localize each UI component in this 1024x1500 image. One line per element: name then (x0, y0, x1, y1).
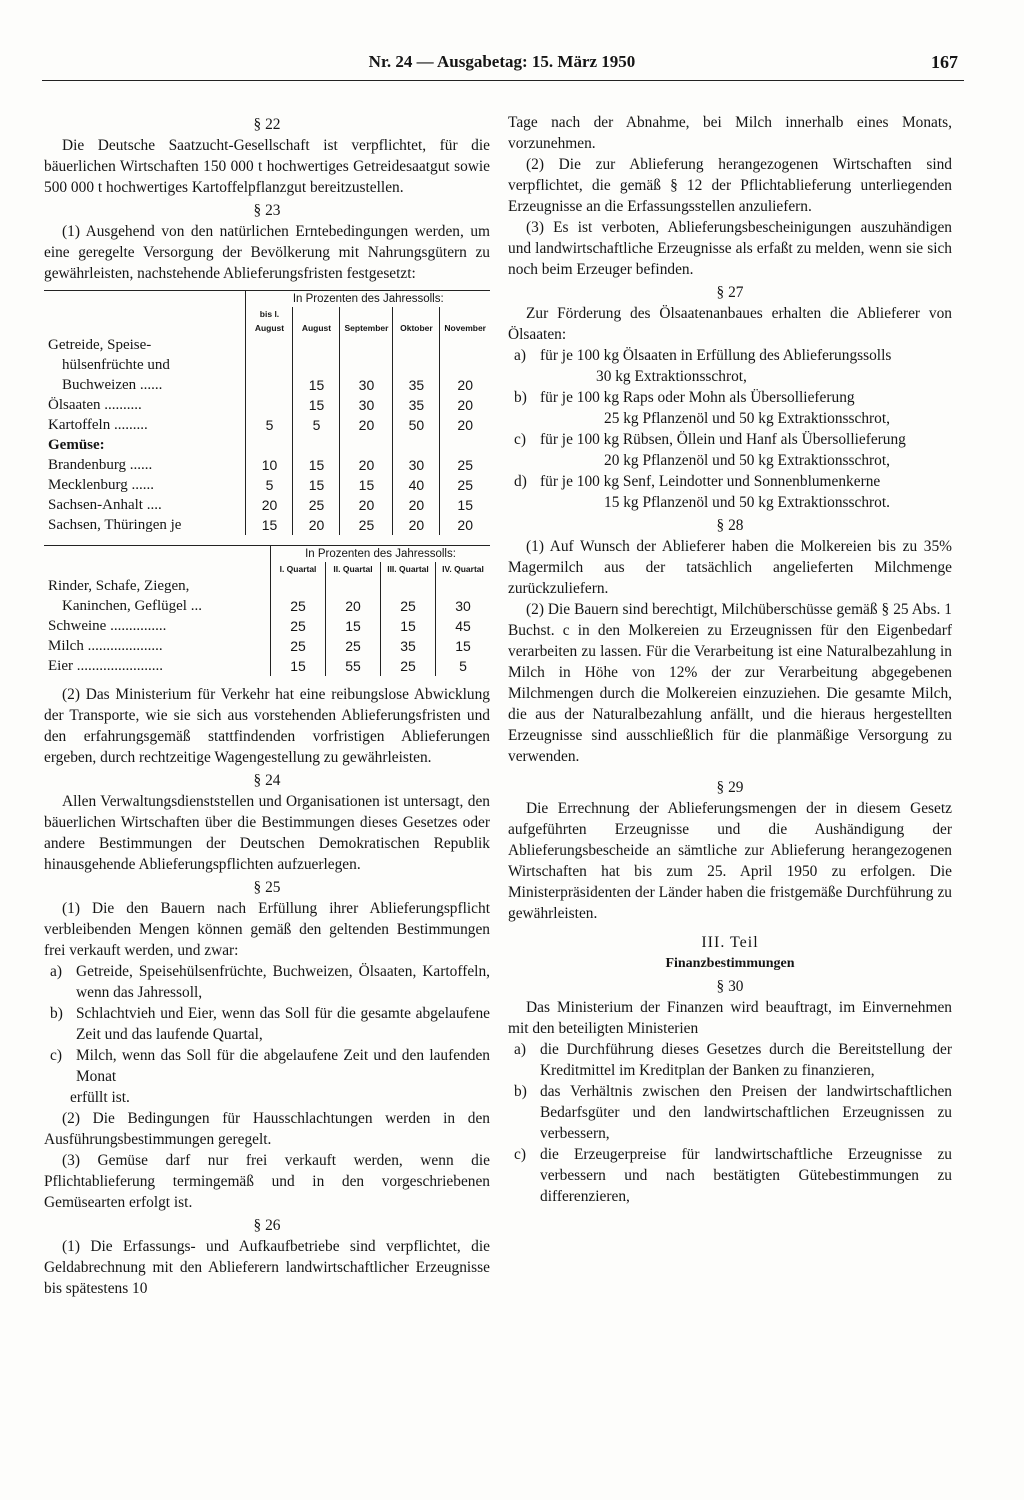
column-header: Oktober (393, 307, 440, 335)
section-heading: § 25 (253, 879, 281, 896)
row-label: Ölsaaten .......... (48, 397, 142, 413)
table-cell: 25 (340, 515, 393, 535)
table-row (44, 495, 490, 515)
table-cell: 25 (381, 596, 436, 616)
row-label: Kartoffeln ......... (48, 417, 148, 433)
table-row (44, 415, 490, 435)
table-cell: 5 (436, 656, 491, 676)
table-row (44, 395, 490, 415)
paragraph: (2) Das Ministerium für Verkehr hat eine reibungslose Abwicklung der Transporte, wie sie sich aus vorstehenden Ablieferungsfristen und den erfahrungsgemäß stattfindenden vorfristigen Ablieferungen ergeben, durch rechtzeitige Wagengestellung zu gewährleisten. (44, 686, 490, 766)
page-number: 167 (931, 52, 958, 72)
table-cell: 40 (393, 475, 440, 495)
table-cell: 20 (340, 455, 393, 475)
row-label: Mecklenburg ...... (48, 477, 154, 493)
paragraph: (2) Die zur Ablieferung herangezogenen Wirtschaften sind verpflichtet, die gemäß § 12 der Pflichtablieferung unterliegenden Erzeugnisse an die Erfassungsstellen anzuliefern. (508, 156, 952, 215)
row-label: Kaninchen, Geflügel ... (62, 598, 202, 614)
table-cell: 55 (326, 656, 381, 676)
table-row (44, 616, 490, 636)
issue-title: Nr. 24 — Ausgabetag: 15. März 1950 (368, 52, 636, 71)
row-group-label: Gemüse: (48, 437, 105, 453)
paragraph: (1) Die den Bauern nach Erfüllung ihrer Ablieferungspflicht verbleibenden Mengen können gemäß den geltenden Bestimmungen frei verkauft werden, und zwar: (44, 900, 490, 959)
list-item-subtext: 30 kg Extraktionsschrot, (596, 368, 747, 385)
table-cell: 25 (440, 475, 490, 495)
paragraph: (1) Die Erfassungs- und Aufkaufbetriebe sind verpflichtet, die Geldabrechnung mit den Ablieferern landwirtschaftlicher Erzeugnisse bis spätestens 10 (44, 1238, 490, 1297)
table-cell (436, 576, 491, 596)
list-item (508, 471, 952, 513)
enumeration-list (508, 1039, 952, 1207)
list-item-label: b) (514, 389, 527, 406)
list-item (508, 429, 952, 471)
list-item-label: b) (50, 1005, 63, 1022)
column-header: IV. Quartal (436, 562, 491, 576)
right-column (508, 112, 952, 1207)
list-item-subtext: 25 kg Pflanzenöl und 50 kg Extraktionsschrot, (604, 410, 890, 427)
table-row (44, 656, 490, 676)
list-item (508, 1144, 952, 1207)
table-cell (246, 435, 293, 455)
table-cell: 15 (293, 455, 340, 475)
table-cell: 25 (381, 656, 436, 676)
column-header: bis l. August (246, 307, 293, 335)
list-item-text: die Erzeugerpreise für landwirtschaftliche Erzeugnisse zu verbessern und nach bestätigten Gütebestimmungen zu differenzieren, (540, 1146, 952, 1205)
section-heading: § 23 (253, 202, 281, 219)
table-cell: 25 (326, 636, 381, 656)
table-cell: 15 (381, 616, 436, 636)
table-cell: 15 (440, 495, 490, 515)
table-row (44, 636, 490, 656)
table-cell: 30 (340, 375, 393, 395)
row-label: Sachsen-Anhalt .... (48, 497, 162, 513)
table-cell: 20 (326, 596, 381, 616)
table-cell: 35 (393, 375, 440, 395)
table-cell: 15 (340, 475, 393, 495)
table-cell (440, 435, 490, 455)
list-item-text: für je 100 kg Ölsaaten in Erfüllung des Ablieferungssolls (540, 347, 892, 364)
row-label: Schweine ............... (48, 618, 167, 634)
table-cell: 20 (340, 415, 393, 435)
table-cell (293, 335, 340, 355)
list-item-text: für je 100 kg Raps oder Mohn als Übersollieferung (540, 389, 855, 406)
table-cell: 20 (440, 395, 490, 415)
list-item-text: Milch, wenn das Soll für die abgelaufene Zeit und den laufenden Monat (76, 1047, 490, 1085)
table-row (44, 355, 490, 375)
paragraph: Allen Verwaltungsdienststellen und Organisationen ist untersagt, den bäuerlichen Wirtschaften über die Bestimmungen dieses Gesetzes oder andere Bestimmungen der Deutschen Demokratischen Republik hinausgehende Ablieferungspflichten aufzuerlegen. (44, 793, 490, 873)
list-item-label: c) (514, 1146, 526, 1163)
table-row (44, 375, 490, 395)
row-label: Brandenburg ...... (48, 457, 153, 473)
table-cell: 20 (440, 375, 490, 395)
row-label: Milch .................... (48, 638, 163, 654)
enumeration-list (44, 961, 490, 1087)
list-item-text: Schlachtvieh und Eier, wenn das Soll für die gesamte abgelaufene Zeit und das laufende Quartal, (76, 1005, 490, 1043)
list-item-text: für je 100 kg Rübsen, Öllein und Hanf als Übersollieferung (540, 431, 906, 448)
table-row (44, 335, 490, 355)
list-item (508, 1081, 952, 1144)
paragraph: Tage nach der Abnahme, bei Milch innerhalb eines Monats, vorzunehmen. (508, 114, 952, 152)
list-item (44, 1045, 490, 1087)
table-cell (340, 435, 393, 455)
list-item-text: Getreide, Speisehülsenfrüchte, Buchweizen, Ölsaaten, Kartoffeln, wenn das Jahressoll, (76, 963, 490, 1001)
table-cell (293, 355, 340, 375)
table-cell (246, 355, 293, 375)
table-cell: 20 (293, 515, 340, 535)
table-cell: 20 (340, 495, 393, 515)
table-cell: 20 (393, 515, 440, 535)
column-header: August (293, 307, 340, 335)
table-cell: 50 (393, 415, 440, 435)
section-heading: § 24 (253, 772, 281, 789)
column-header: September (340, 307, 393, 335)
list-item (44, 961, 490, 1003)
table-cell (340, 335, 393, 355)
table-cell (440, 335, 490, 355)
part-subheading: Finanzbestimmungen (665, 956, 795, 971)
section-heading: § 28 (716, 517, 744, 534)
table-cell (326, 576, 381, 596)
table-cell: 15 (436, 636, 491, 656)
column-header: II. Quartal (326, 562, 381, 576)
table-corner (44, 291, 246, 336)
section-heading: § 30 (716, 978, 744, 995)
paragraph: (1) Auf Wunsch der Ablieferer haben die Molkereien bis zu 35% Magermilch aus der tatsächlich angelieferten Milchmenge zurückzuliefern. (508, 538, 952, 597)
section-heading: § 27 (716, 284, 744, 301)
list-item (508, 345, 952, 387)
paragraph: erfüllt ist. (70, 1089, 130, 1106)
table-cell (246, 395, 293, 415)
paragraph: (1) Ausgehend von den natürlichen Erntebedingungen werden, um eine geregelte Versorgung der Bevölkerung mit Nahrungsgütern zu gewährleisten, nachstehende Ablieferungsfristen festgesetzt: (44, 223, 490, 282)
enumeration-list (508, 345, 952, 513)
table-cell (246, 335, 293, 355)
column-header: November (440, 307, 490, 335)
paragraph: (2) Die Bauern sind berechtigt, Milchüberschüsse gemäß § 25 Abs. 1 Buchst. c in den Molkereien zu Erzeugnissen für den Eigenbedarf verarbeiten zu lassen. Für die Verarbeitung ist eine Naturalbezahlung in Milch in Höhe von 12% der zur Verarbeitung abgegebenen Milchmengen durch die Molkereien einzuziehen. Die gesamte Milch, die aus der Naturalbezahlung anfällt, und die hieraus hergestellten Erzeugnisse sind ausschließlich für die planmäßige Versorgung zu verwenden. (508, 601, 952, 765)
table-row (44, 475, 490, 495)
column-header: I. Quartal (271, 562, 326, 576)
table-cell (393, 335, 440, 355)
table-cell: 25 (271, 596, 326, 616)
section-heading: § 29 (716, 779, 744, 796)
table-cell: 15 (293, 395, 340, 415)
column-header: III. Quartal (381, 562, 436, 576)
list-item-label: a) (514, 347, 526, 364)
table-cell (340, 355, 393, 375)
header-rule (42, 80, 964, 81)
table-cell: 25 (271, 636, 326, 656)
table-cell: 20 (246, 495, 293, 515)
paragraph: Zur Förderung des Ölsaatenanbaues erhalten die Ablieferer von Ölsaaten: (508, 305, 952, 343)
table-row (44, 435, 490, 455)
table-cell (246, 375, 293, 395)
table-cell (440, 355, 490, 375)
paragraph: (2) Die Bedingungen für Hausschlachtungen werden in den Ausführungsbestimmungen geregelt. (44, 1110, 490, 1148)
table-cell (381, 576, 436, 596)
table-cell (271, 576, 326, 596)
list-item-label: a) (514, 1041, 526, 1058)
list-item-label: a) (50, 963, 62, 980)
list-item-text: das Verhältnis zwischen den Preisen der landwirtschaftlichen Bedarfsgüter und den landwirtschaftlichen Erzeugnissen zu verbessern, (540, 1083, 952, 1142)
delivery-table-crops (44, 290, 490, 535)
table-cell (393, 435, 440, 455)
table-cell: 35 (381, 636, 436, 656)
row-label: hülsenfrüchte und (62, 357, 170, 373)
paragraph: Die Errechnung der Ablieferungsmengen der in diesem Gesetz aufgeführten Erzeugnisse und die Aushändigung der Ablieferungsbescheide an sämtliche zur Ablieferung herangezogenen Wirtschaften hat bis zum 25. April 1950 zu erfolgen. Die Ministerpräsidenten der Länder haben die fristgemäße Durchführung zu gewährleisten. (508, 800, 952, 922)
table-cell: 5 (246, 415, 293, 435)
table-cell: 35 (393, 395, 440, 415)
paragraph: (3) Gemüse darf nur frei verkauft werden, wenn die Pflichtablieferung termingemäß und in den vorgeschriebenen Gemüsearten erfolgt ist. (44, 1152, 490, 1211)
table-cell: 15 (271, 656, 326, 676)
paragraph: Das Ministerium der Finanzen wird beauftragt, im Einvernehmen mit den beteiligten Ministerien (508, 999, 952, 1037)
table-cell: 20 (440, 515, 490, 535)
table-cell: 30 (340, 395, 393, 415)
row-label: Getreide, Speise- (48, 337, 152, 353)
list-item-subtext: 20 kg Pflanzenöl und 50 kg Extraktionsschrot, (604, 452, 890, 469)
delivery-table-animal-products (44, 545, 490, 676)
table-corner (44, 546, 271, 577)
table-cell: 25 (271, 616, 326, 636)
list-item-subtext: 15 kg Pflanzenöl und 50 kg Extraktionsschrot. (604, 494, 890, 511)
part-heading: III. Teil (701, 934, 759, 951)
left-column (44, 112, 490, 1299)
list-item (508, 1039, 952, 1081)
list-item-text: die Durchführung dieses Gesetzes durch die Bereitstellung der Kreditmittel im Kreditplan der Banken zu finanzieren, (540, 1041, 952, 1079)
table-cell: 30 (436, 596, 491, 616)
table-cell: 20 (393, 495, 440, 515)
table-cell: 30 (393, 455, 440, 475)
table-row (44, 576, 490, 596)
table-cell: 5 (246, 475, 293, 495)
row-label: Buchweizen ...... (62, 377, 163, 393)
list-item (44, 1003, 490, 1045)
table-cell: 15 (246, 515, 293, 535)
list-item-label: d) (514, 473, 527, 490)
table-cell: 45 (436, 616, 491, 636)
list-item-label: c) (514, 431, 526, 448)
table-row (44, 596, 490, 616)
table-cell: 25 (440, 455, 490, 475)
list-item-label: c) (50, 1047, 62, 1064)
table-row (44, 515, 490, 535)
table-cell: 15 (326, 616, 381, 636)
table-cell: 25 (293, 495, 340, 515)
row-label: Eier ....................... (48, 658, 163, 674)
table-cell (293, 435, 340, 455)
table-cell: 5 (293, 415, 340, 435)
table-row (44, 455, 490, 475)
list-item-text: für je 100 kg Senf, Leindotter und Sonnenblumenkerne (540, 473, 881, 490)
table-cell: 20 (440, 415, 490, 435)
list-item-label: b) (514, 1083, 527, 1100)
table-cell: 10 (246, 455, 293, 475)
section-heading: § 26 (253, 1217, 281, 1234)
row-label: Sachsen, Thüringen je (48, 517, 182, 533)
section-heading: § 22 (253, 116, 281, 133)
table-cell: 15 (293, 475, 340, 495)
table-caption: In Prozenten des Jahressolls: (246, 291, 490, 308)
page-header (40, 52, 964, 82)
paragraph: Die Deutsche Saatzucht-Gesellschaft ist verpflichtet, für die bäuerlichen Wirtschaften 150 000 t hochwertiges Getreidesaatgut sowie 500 000 t hochwertiges Kartoffelpflanzgut bereitzustellen. (44, 137, 490, 196)
table-caption: In Prozenten des Jahressolls: (271, 546, 491, 563)
table-cell: 15 (293, 375, 340, 395)
list-item (508, 387, 952, 429)
table-cell (393, 355, 440, 375)
paragraph: (3) Es ist verboten, Ablieferungsbescheinigungen auszuhändigen und landwirtschaftliche Erzeugnisse als erfaßt zu melden, wenn sie sich noch beim Erzeuger befinden. (508, 219, 952, 278)
row-label: Rinder, Schafe, Ziegen, (48, 578, 190, 594)
